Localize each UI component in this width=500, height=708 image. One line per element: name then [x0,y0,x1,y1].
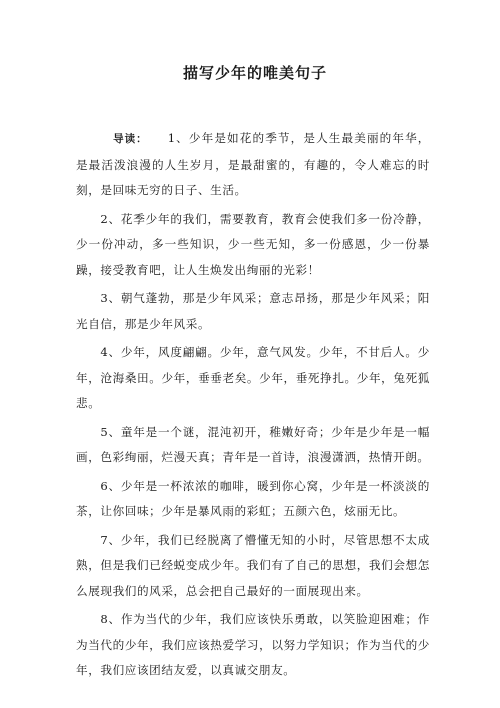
paragraph-6: 6、少年是一杯浓浓的咖啡，暖到你心窝，少年是一杯淡淡的茶，让你回味；少年是暴风雨的彩虹；五颜六色，炫丽无比。 [76,478,430,518]
paragraph-text: 1、少年是如花的季节，是人生最美丽的年华，是最活泼浪漫的人生岁月，是最甜蜜的，有趣的，令人难忘的时刻，是回味无穷的日子、生活。 [76,131,431,197]
document-title: 描写少年的唯美句子 [182,64,327,82]
paragraph-7: 7、少年，我们已经脱离了懵懂无知的小时，尽管思想不太成熟，但是我们已经蜕变成少年。我们有了自己的思想，我们会想怎么展现我们的风采，总会把自己最好的一面展现出来。 [76,532,430,598]
paragraph-5: 5、童年是一个谜，混沌初开，稚嫩好奇；少年是少年是一幅画，色彩绚丽，烂漫天真；青年是一首诗，浪漫潇洒，热情开朗。 [76,424,430,464]
paragraph-2: 2、花季少年的我们，需要教育，教育会使我们多一份冷静，少一份冲动，多一些知识，少一些无知，多一份感恩，少一份暴躁，接受教育吧，让人生焕发出绚丽的光彩！ [76,211,430,277]
paragraph-4: 4、少年，风度翩翩。少年，意气风发。少年，不甘后人。少年，沧海桑田。少年，垂垂老矣。少年，垂死挣扎。少年，兔死狐悲。 [76,345,430,410]
paragraph-8: 8、作为当代的少年，我们应该快乐勇敢，以笑脸迎困难；作为当代的少年，我们应该热爱学习，以努力学知识；作为当代的少年，我们应该团结友爱，以真诚交朋友。 [76,612,430,677]
lead-label: 导读： [113,133,148,145]
paragraph-3: 3、朝气蓬勃，那是少年风采；意志昂扬，那是少年风采；阳光自信，那是少年风采。 [76,291,430,331]
paragraph-1 [76,126,430,204]
